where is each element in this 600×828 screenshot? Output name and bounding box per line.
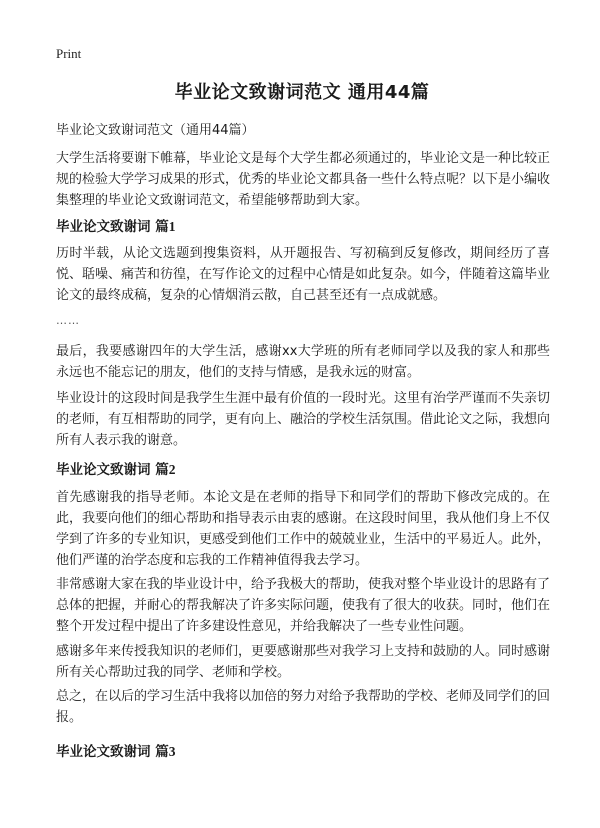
- section-2-paragraph-1: 首先感谢我的指导老师。本论文是在老师的指导下和同学们的帮助下修改完成的。在此，我要向他们的细心帮助和指导表示由衷的感谢。在这段时间里，我从他们身上不仅学到了许多的专业知识，更感受到他们工作中的兢兢业业，生活中的平易近人。此外，他们严谨的治学态度和忘我的工作精神值得我去学习。: [56, 490, 551, 568]
- omission-ellipsis: ……: [56, 314, 80, 327]
- section-2-paragraph-2: 非常感谢大家在我的毕业设计中，给予我极大的帮助，使我对整个毕业设计的思路有了总体的把握，并耐心的帮我解决了许多实际问题，使我有了很大的收获。同时，他们在整个开发过程中提出了许多建设性意见，并给我解决了一些专业性问题。: [56, 577, 551, 634]
- page-title: 毕业论文致谢词范文 通用44篇: [174, 82, 430, 103]
- section-heading-1: 毕业论文致谢词 篇1: [56, 219, 176, 235]
- section-2-paragraph-4: 总之，在以后的学习生活中我将以加倍的努力对给予我帮助的学校、老师及同学们的回报。: [56, 689, 551, 725]
- section-1-paragraph-2: 最后，我要感谢四年的大学生活，感谢xx大学班的所有老师同学以及我的家人和那些永远也不能忘记的朋友，他们的支持与情感，是我永远的财富。: [56, 344, 550, 380]
- section-1-paragraph-3: 毕业设计的这段时间是我学生生涯中最有价值的一段时光。这里有治学严谨而不失亲切的老师，有互相帮助的同学，更有向上、融洽的学校生活氛围。借此论文之际，我想向所有人表示我的谢意。: [56, 391, 551, 448]
- document-subtitle: 毕业论文致谢词范文（通用44篇）: [56, 123, 255, 138]
- print-link[interactable]: Print: [56, 46, 82, 61]
- intro-paragraph: 大学生活将要谢下帷幕，毕业论文是每个大学生都必须通过的，毕业论文是一种比较正规的检验大学学习成果的形式，优秀的毕业论文都具备一些什么特点呢？以下是小编收集整理的毕业论文致谢词范文，希望能够帮助到大家。: [56, 151, 551, 208]
- section-1-paragraph-1: 历时半载，从论文选题到搜集资料，从开题报告、写初稿到反复修改，期间经历了喜悦、聒噪、痛苦和彷徨，在写作论文的过程中心情是如此复杂。如今，伴随着这篇毕业论文的最终成稿，复杂的心情烟消云散，自己甚至还有一点成就感。: [56, 246, 551, 303]
- section-heading-2: 毕业论文致谢词 篇2: [56, 462, 176, 478]
- section-2-paragraph-3: 感谢多年来传授我知识的老师们，更要感谢那些对我学习上支持和鼓励的人。同时感谢所有关心帮助过我的同学、老师和学校。: [56, 644, 551, 680]
- section-heading-3: 毕业论文致谢词 篇3: [56, 744, 176, 760]
